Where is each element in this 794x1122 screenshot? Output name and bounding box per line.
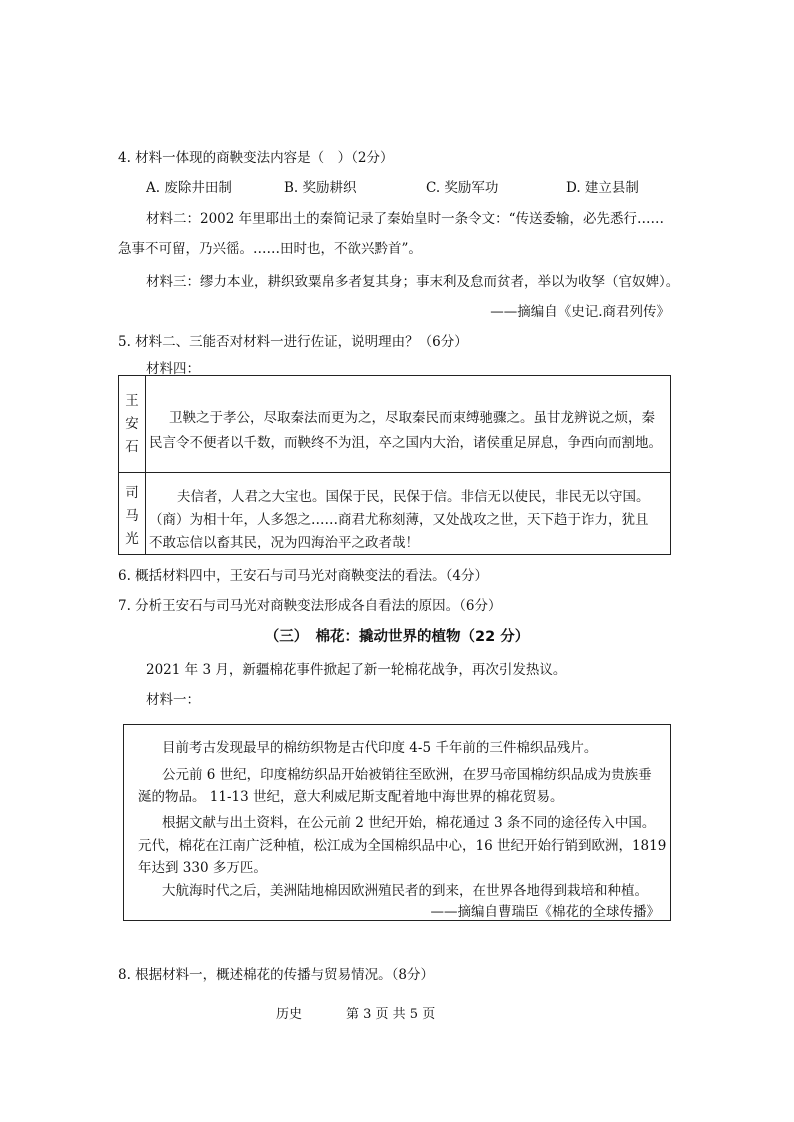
cotton-line-1: 目前考古发现最早的棉纺织物是古代印度 4-5 千年前的三件棉织品残片。 bbox=[162, 740, 598, 756]
option-c: C. 奖励军功 bbox=[426, 180, 499, 196]
material-2-line-2: 急事不可留，乃兴徭。……田时也，不欲兴黔首”。 bbox=[118, 241, 422, 257]
cotton-line-3: 涎的物品。 11-13 世纪，意大利威尼斯支配着地中海世界的棉花贸易。 bbox=[138, 789, 564, 805]
material-3-source: ——摘编自《史记.商君列传》 bbox=[490, 304, 670, 320]
table-column-divider bbox=[145, 376, 146, 554]
material-4-table bbox=[118, 375, 671, 555]
footer-page-number: 第 3 页 共 5 页 bbox=[346, 1007, 436, 1022]
option-d: D. 建立县制 bbox=[566, 180, 639, 196]
option-a: A. 废除井田制 bbox=[146, 180, 232, 196]
footer-subject: 历史 bbox=[276, 1007, 303, 1022]
question-7-stem: 7. 分析王安石与司马光对商鞅变法形成各自看法的原因。（6分） bbox=[118, 598, 502, 614]
section-3-intro: 2021 年 3 月，新疆棉花事件掀起了新一轮棉花战争，再次引发热议。 bbox=[146, 662, 567, 678]
section-3-title: （三） 棉花：撬动世界的植物（22 分） bbox=[264, 629, 530, 645]
question-5-stem: 5. 材料二、三能否对材料一进行佐证，说明理由？（6分） bbox=[118, 334, 468, 350]
cotton-line-7: 大航海时代之后，美洲陆地棉因欧洲殖民者的到来，在世界各地得到栽培和种植。 bbox=[162, 883, 648, 899]
row-label-sima-guang: 司 马 光 bbox=[125, 485, 139, 547]
material-2-line-1: 材料二：2002 年里耶出土的秦简记录了秦始皇时一条令文：“传送委输，必先悉行…… bbox=[146, 211, 665, 227]
section-3-material-1-label: 材料一： bbox=[146, 692, 200, 708]
cotton-line-6: 年达到 330 多万匹。 bbox=[138, 860, 267, 876]
cotton-line-4: 根据文献与出土资料，在公元前 2 世纪开始，棉花通过 3 条不同的途径传入中国。 bbox=[162, 815, 656, 831]
sima-guang-line-1: 夫信者，人君之大宝也。国保于民，民保于信。非信无以使民，非民无以守国。 bbox=[177, 489, 650, 505]
row-label-wang-anshi: 王 安 石 bbox=[125, 393, 139, 455]
cotton-line-5: 元代，棉花在江南广泛种植，松江成为全国棉织品中心，16 世纪开始行销到欧洲，1819 bbox=[138, 838, 667, 854]
question-4-stem: 4. 材料一体现的商鞅变法内容是（ ）（2分） bbox=[118, 150, 394, 166]
sima-guang-line-2: （商）为相十年，人多怨之……商君尤称刻薄，又处战攻之世，天下趋于诈力，犹且 bbox=[149, 512, 649, 528]
cotton-material-box bbox=[123, 724, 671, 921]
cotton-source: ——摘编自曹瑞臣《棉花的全球传播》 bbox=[430, 904, 660, 920]
table-row-divider bbox=[119, 472, 670, 473]
option-b: B. 奖励耕织 bbox=[284, 180, 357, 196]
wang-anshi-line-1: 卫鞅之于孝公，尽取秦法而更为之，尽取秦民而束缚驰骤之。虽甘龙辨说之烦，秦 bbox=[169, 410, 655, 426]
wang-anshi-line-2: 民言令不便者以千数，而鞅终不为沮，卒之国内大治，诸侯重足屏息，争西向而割地。 bbox=[149, 435, 662, 451]
material-3-line-1: 材料三：缪力本业，耕织致粟帛多者复其身；事末利及怠而贫者，举以为收孥（官奴婢）。 bbox=[146, 274, 680, 290]
question-8-stem: 8. 根据材料一，概述棉花的传播与贸易情况。（8分） bbox=[118, 967, 435, 983]
sima-guang-line-3: 不敢忘信以畜其民，况为四海治平之政者哉！ bbox=[149, 535, 419, 551]
question-6-stem: 6. 概括材料四中，王安石与司马光对商鞅变法的看法。（4分） bbox=[118, 568, 489, 584]
material-4-label: 材料四： bbox=[146, 361, 200, 377]
cotton-line-2: 公元前 6 世纪，印度棉纺织品开始被销往至欧洲，在罗马帝国棉纺织品成为贵族垂 bbox=[162, 767, 652, 783]
